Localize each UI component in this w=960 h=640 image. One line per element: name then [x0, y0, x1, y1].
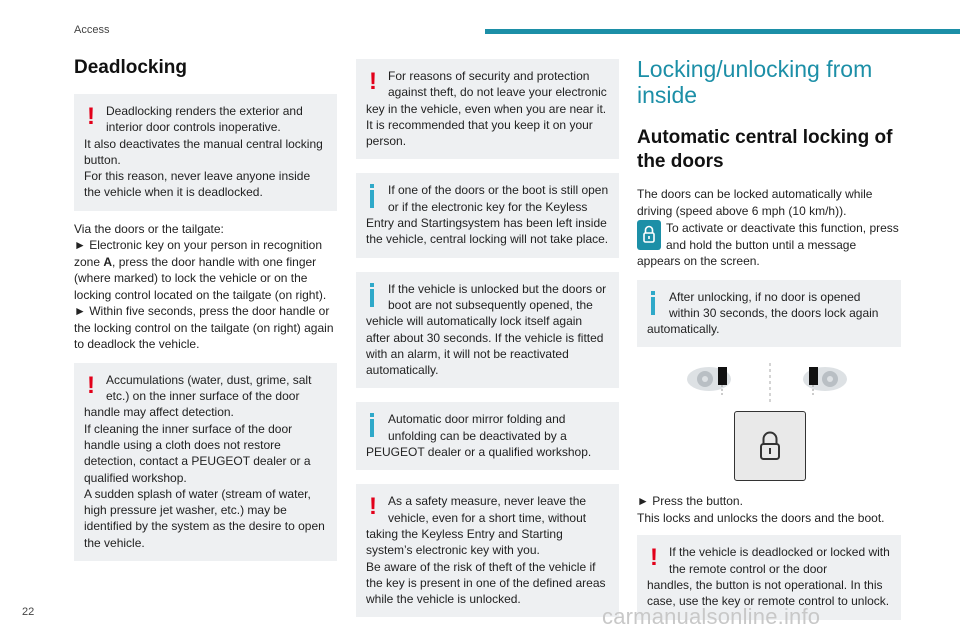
paragraph: The doors can be locked automatically while driving (speed above 6 mph (10 km/h)). — [637, 187, 873, 218]
note-text: Entry and Startingsystem has been left inside the vehicle, central locking will not take place. — [366, 216, 609, 247]
warning-icon: ! — [369, 493, 377, 521]
note-text: If the vehicle is deadlocked or locked with the remote control or the door — [669, 545, 890, 576]
lock-button — [734, 411, 806, 481]
deadlocking-heading: Deadlocking — [74, 57, 187, 78]
note-text: taking the Keyless Entry and Starting system’s electronic key with you. Be aware of the risk of theft of the vehicle if the key is present in one of the defined areas while the vehicle is unlocked. — [366, 526, 606, 607]
note-text: key in the vehicle, even when you are near it. It is recommended that you keep it on your person. — [366, 101, 607, 149]
warning-icon: ! — [369, 68, 377, 95]
warning-icon: ! — [87, 103, 95, 130]
left-hand-drive-icon — [687, 367, 731, 397]
info-icon — [369, 413, 377, 437]
info-note — [356, 272, 619, 389]
note-text: For reasons of security and protection against theft, do not leave your electronic — [388, 69, 607, 100]
section-title: Access — [74, 24, 110, 36]
activation-paragraph — [637, 220, 901, 270]
note-text: It also deactivates the manual central locking button. For this reason, never leave anyone inside the vehicle when it is deadlocked. — [84, 136, 323, 200]
warning-icon: ! — [650, 544, 658, 572]
lock-button-icon — [637, 220, 661, 250]
bullet-text: , press the door handle with one finger (where marked) to lock the vehicle or on the locking control located on the tailgate (on right). — [74, 254, 327, 302]
lock-icon — [735, 412, 805, 480]
info-note — [637, 280, 901, 348]
note-text: handle may affect detection. If cleaning the inner surface of the door handle using a cloth does not restore detection, contact a PEUGEOT dealer or a qualified workshop. A sudden splash of water (stream of water, high pressure jet washer, etc.) may be identified by the system as the desire to open the vehicle. — [84, 405, 325, 550]
note-text: As a safety measure, never leave the vehicle, even for a short time, without — [388, 494, 587, 525]
warning-note — [74, 363, 337, 561]
info-note — [356, 173, 619, 257]
note-text: automatically. — [647, 322, 720, 337]
column-2 — [356, 59, 619, 625]
note-text: After unlocking, if no door is opened within 30 seconds, the doors lock again — [669, 289, 879, 320]
column-1 — [74, 56, 337, 569]
info-note — [356, 402, 619, 470]
watermark: carmanualsonline.info — [602, 604, 821, 629]
bullet-item: ► Press the button. — [637, 494, 743, 509]
warning-note — [74, 94, 337, 211]
note-text: Automatic door mirror folding and unfolding can be deactivated by a — [388, 412, 567, 443]
warning-note — [356, 484, 619, 617]
page-number: 22 — [22, 606, 35, 618]
bullet-item: ► Within five seconds, press the door handle or the locking control on the tailgate (on right) again to deadlock the vehicle. — [74, 304, 334, 352]
note-text: Deadlocking renders the exterior and interior door controls inoperative. — [106, 104, 303, 135]
paragraph: Via the doors or the tailgate: — [74, 221, 224, 236]
automatic-central-locking-heading: Automatic central locking of the doors — [637, 127, 893, 172]
paragraph-text: To activate or deactivate this function, press and hold the button until a message — [666, 221, 899, 252]
note-text: If one of the doors or the boot is still open or if the electronic key for the Keyless — [388, 183, 609, 214]
note-text: Accumulations (water, dust, grime, salt etc.) on the inner surface of the door — [106, 372, 312, 404]
note-text: PEUGEOT dealer or a qualified workshop. — [366, 445, 592, 460]
paragraph: This locks and unlocks the doors and the boot. — [637, 510, 885, 525]
right-hand-drive-icon — [803, 367, 847, 397]
paragraph-text: appears on the screen. — [637, 254, 760, 268]
info-icon — [369, 184, 377, 208]
header-accent-bar — [485, 29, 960, 34]
info-icon — [650, 291, 658, 315]
warning-note — [356, 59, 619, 159]
column-3 — [637, 56, 901, 628]
warning-icon: ! — [87, 371, 95, 399]
note-text: handles, the button is not operational. In this case, use the key or remote control to unlock. — [647, 577, 890, 609]
dashboard-illustration — [637, 357, 901, 405]
note-text: If the vehicle is unlocked but the doors or boot are not subsequently opened, the — [388, 281, 607, 312]
bullet-item — [74, 237, 337, 303]
bullet-text: ► Electronic key on your person in recognition zone — [74, 238, 323, 269]
note-text: vehicle will automatically lock itself again after about 30 seconds. If the vehicle is fitted with an alarm, it will not be reactivated automatically. — [366, 314, 604, 378]
info-icon — [369, 283, 377, 307]
zone-label: A — [103, 254, 113, 269]
locking-unlocking-heading: Locking/unlocking from inside — [637, 56, 873, 108]
